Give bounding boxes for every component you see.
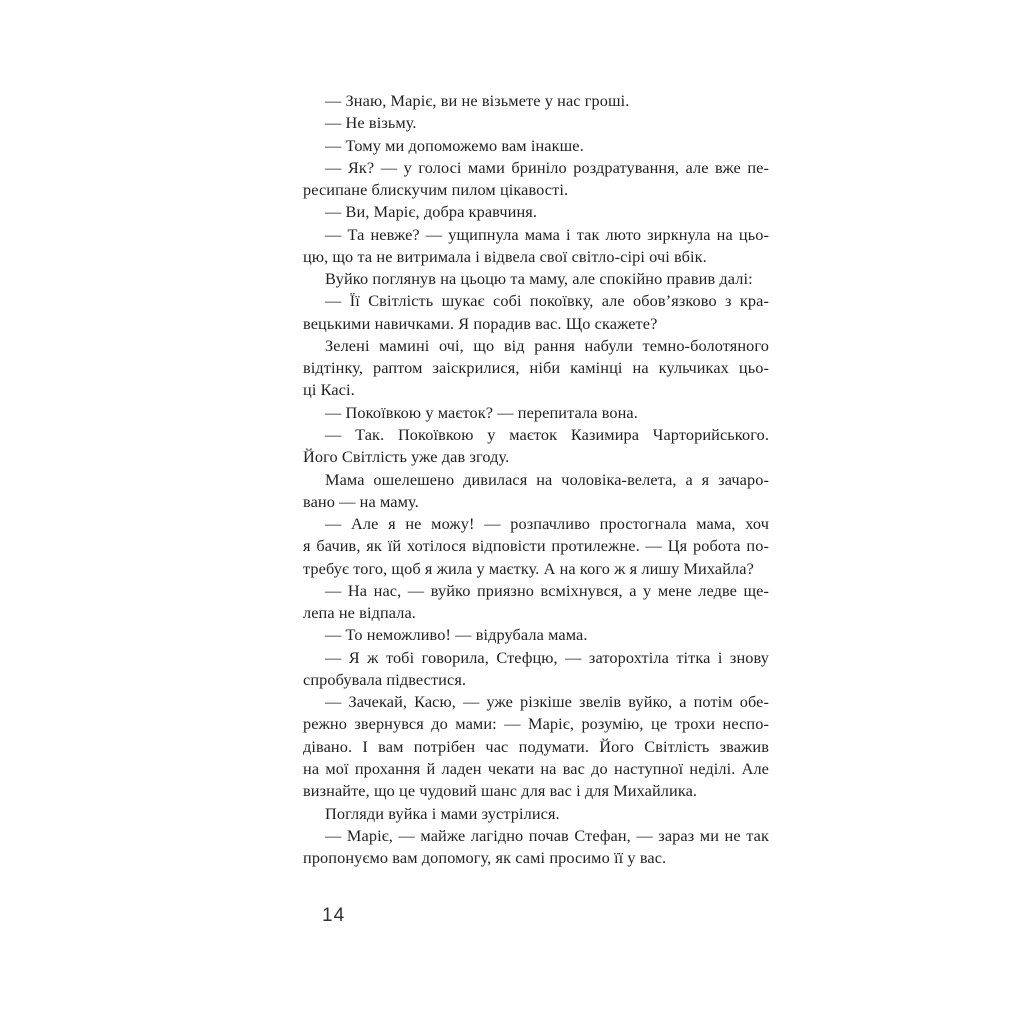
text-line: — На нас, — вуйко приязно всміхнувся, а у мене ледве ще- — [325, 580, 769, 600]
text-line: визнайте, що це чудовий шанс для вас і для Михайлика. — [303, 781, 698, 801]
text-line: — Не візьму. — [325, 113, 417, 133]
text-line: відтінку, раптом заіскрилися, ніби камінці на кульчиках цьо- — [303, 358, 769, 378]
text-line: — Так. Покоївкою у маєток Казимира Чарторийського. — [325, 424, 769, 444]
text-line: — Знаю, Маріє, ви не візьмете у нас гроші. — [325, 91, 630, 110]
text-line: Його Світлість уже дав згоду. — [303, 447, 510, 467]
text-line: — Ви, Маріє, добра кравчиня. — [325, 202, 538, 222]
page-number: 14 — [322, 905, 346, 926]
text-line: ресипане блискучим пилом цікавості. — [303, 180, 569, 200]
text-line: Зелені мамині очі, що від рання набули темно-болотяного — [325, 335, 769, 355]
text-line: Мама ошелешено дивилася на чоловіка-велета, а я зачаро- — [325, 469, 769, 489]
text-line: цю, що та не витримала і відвела свої світло-сірі очі вбік. — [303, 246, 707, 266]
text-line: требує того, щоб я жила у маєтку. А на кого ж я лишу Михайла? — [303, 558, 754, 578]
text-line: режно звернувся до мами: — Маріє, розумію, це трохи неспо- — [303, 714, 769, 734]
text-line: ці Касі. — [303, 380, 355, 400]
text-line: — Її Світлість шукає собі покоївку, але обов’язково з кра- — [325, 291, 769, 311]
text-line: пропонуємо вам допомогу, як самі просимо її у вас. — [303, 848, 667, 868]
text-line: на мої прохання й ладен чекати на вас до наступної неділі. Але — [303, 758, 769, 778]
text-line: — Але я не можу! — розпачливо простогнала мама, хоч — [325, 514, 769, 534]
text-line: — То неможливо! — відрубала мама. — [325, 625, 588, 645]
text-line: — Як? — у голосі мами бриніло роздратування, але вже пе- — [325, 157, 769, 177]
text-line: — Та невже? — ущипнула мама і так люто зиркнула на цьо- — [325, 224, 769, 244]
text-line: Погляди вуйка і мами зустрілися. — [325, 803, 560, 823]
text-line: — Я ж тобі говорила, Стефцю, — заторохтіла тітка і знову — [325, 647, 769, 667]
text-line: спробувала підвестися. — [303, 669, 467, 689]
text-line: — Тому ми допоможемо вам інакше. — [325, 135, 584, 155]
text-line: лепа не відпала. — [303, 603, 416, 623]
text-line: я бачив, як їй хотілося відповісти протилежне. — Ця робота по- — [303, 536, 769, 556]
text-line: Вуйко поглянув на цьоцю та маму, але спокійно правив далі: — [325, 269, 753, 289]
text-line: — Маріє, — майже лагідно почав Стефан, — зараз ми не так — [325, 825, 769, 845]
text-line: вано — на маму. — [303, 491, 419, 511]
text-line: — Зачекай, Касю, — уже різкіше звелів вуйко, а потім обе- — [325, 692, 769, 712]
text-block — [303, 90, 769, 869]
text-line: — Покоївкою у маєток? — перепитала вона. — [325, 402, 638, 422]
text-line: дівано. І вам потрібен час подумати. Його Світлість зважив — [303, 736, 769, 756]
text-line: вецькими навичками. Я порадив вас. Що скажете? — [303, 313, 658, 333]
